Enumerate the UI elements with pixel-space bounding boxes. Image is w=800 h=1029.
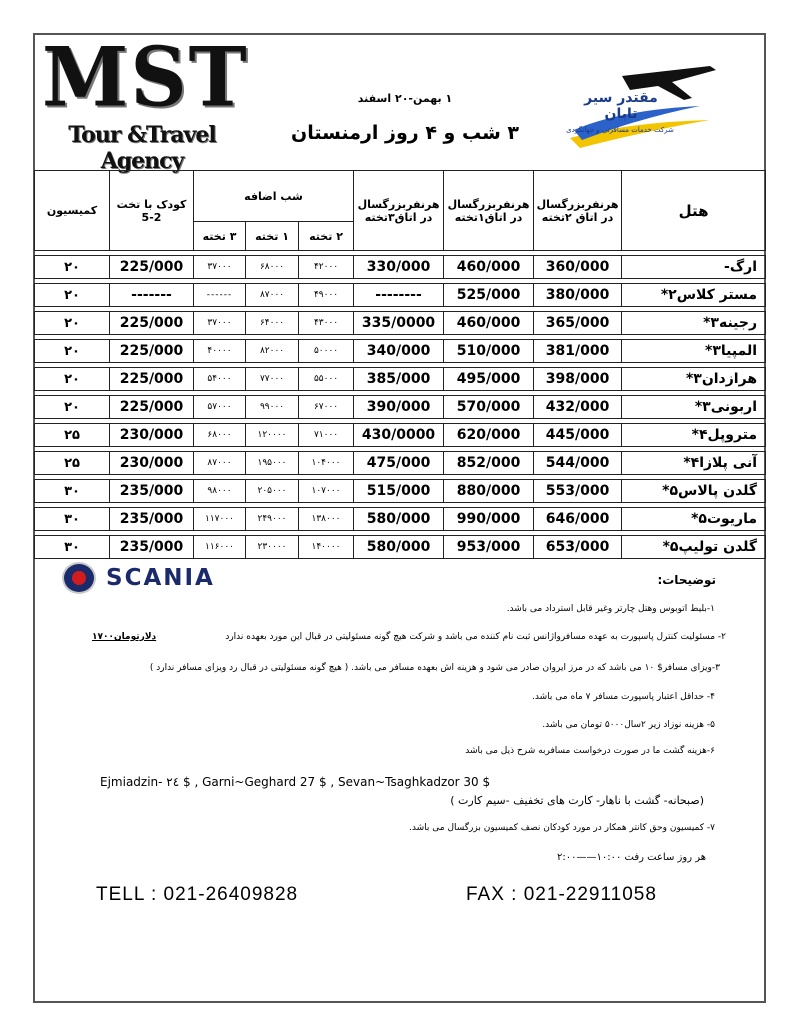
extra-twin: ۷۱۰۰۰ — [299, 424, 354, 447]
price-single: 510/000 — [444, 340, 534, 363]
commission: ۲۰ — [35, 312, 110, 335]
commission: ۳۰ — [35, 480, 110, 503]
price-triple: 580/000 — [354, 536, 444, 559]
price-single: 620/000 — [444, 424, 534, 447]
price-twin: 398/000 — [534, 368, 622, 391]
price-single: 495/000 — [444, 368, 534, 391]
price-single: 852/000 — [444, 452, 534, 475]
hotel-name: گلدن پالاس۵* — [622, 480, 766, 503]
price-triple: 335/0000 — [354, 312, 444, 335]
extra-triple: ۱۱۷۰۰۰ — [194, 508, 246, 531]
note-6-extras: (صبحانه- گشت با ناهار- کارت های تخفیف -سیم کارت ) — [450, 794, 704, 807]
price-twin: 365/000 — [534, 312, 622, 335]
extra-twin: ۴۳۰۰۰ — [299, 312, 354, 335]
price-twin: 360/000 — [534, 256, 622, 279]
price-twin: 553/000 — [534, 480, 622, 503]
price-single: 525/000 — [444, 284, 534, 307]
extra-single: ۸۲۰۰۰ — [246, 340, 299, 363]
price-child: 230/000 — [110, 452, 194, 475]
mst-logo — [42, 29, 249, 174]
price-twin: 445/000 — [534, 424, 622, 447]
extra-twin: ۴۲۰۰۰ — [299, 256, 354, 279]
hotel-name: گلدن تولیپ۵* — [622, 536, 766, 559]
hotel-name: هرازدان۳* — [622, 368, 766, 391]
price-triple: 385/000 — [354, 368, 444, 391]
header-single: هرنفربزرگسال در اتاق۱تخته — [444, 171, 534, 251]
extra-single: ۱۲۰۰۰۰ — [246, 424, 299, 447]
header-extra-triple: ۳ تخته — [194, 222, 246, 251]
extra-single: ۶۸۰۰۰ — [246, 256, 299, 279]
header-hotel: هتل — [622, 171, 766, 251]
hotel-name: رجینه۳* — [622, 312, 766, 335]
price-single: 460/000 — [444, 256, 534, 279]
price-twin: 381/000 — [534, 340, 622, 363]
price-triple: 330/000 — [354, 256, 444, 279]
price-triple: 475/000 — [354, 452, 444, 475]
partner-tagline: شرکت خدمات مسافرتی و جهانگردی — [566, 126, 674, 134]
header-extra-single: ۱ تخته — [246, 222, 299, 251]
commission: ۲۰ — [35, 396, 110, 419]
commission: ۲۰ — [35, 284, 110, 307]
commission: ۲۵ — [35, 452, 110, 475]
fax-number: FAX : 021-22911058 — [466, 884, 657, 905]
price-twin: 432/000 — [534, 396, 622, 419]
header-commission: کمیسیون — [35, 171, 110, 251]
price-child: ------- — [110, 284, 194, 307]
mst-logo-text: MST — [42, 29, 249, 126]
extra-triple: ۵۷۰۰۰ — [194, 396, 246, 419]
departure-times: هر روز ساعت رفت ۱۰:۰۰——۲:۰۰ — [557, 852, 706, 863]
header-child: کودک با تخت 2-5 — [110, 171, 194, 251]
hotel-name: ارگ- — [622, 256, 766, 279]
price-single: 570/000 — [444, 396, 534, 419]
price-child: 225/000 — [110, 368, 194, 391]
table-row — [35, 284, 766, 307]
commission: ۳۰ — [35, 536, 110, 559]
extra-twin: ۴۹۰۰۰ — [299, 284, 354, 307]
scania-wordmark: SCANIA — [106, 565, 215, 591]
price-triple: 515/000 — [354, 480, 444, 503]
extra-single: ۶۴۰۰۰ — [246, 312, 299, 335]
extra-twin: ۱۳۸۰۰۰ — [299, 508, 354, 531]
extra-triple: ۹۸۰۰۰ — [194, 480, 246, 503]
price-table-body — [35, 251, 766, 559]
extra-single: ۲۳۰۰۰۰ — [246, 536, 299, 559]
table-row — [35, 452, 766, 475]
extra-single: ۹۹۰۰۰ — [246, 396, 299, 419]
table-row — [35, 508, 766, 531]
hotel-name: مستر کلاس۲* — [622, 284, 766, 307]
price-twin: 646/000 — [534, 508, 622, 531]
extra-twin: ۱۰۴۰۰۰ — [299, 452, 354, 475]
scania-logo — [62, 562, 252, 596]
price-triple: 580/000 — [354, 508, 444, 531]
extra-triple: ۳۷۰۰۰ — [194, 256, 246, 279]
price-child: 235/000 — [110, 508, 194, 531]
hotel-name: اربونی۳* — [622, 396, 766, 419]
price-child: 225/000 — [110, 256, 194, 279]
note-4: ۴- حداقل اعتبار پاسپورت مسافر ۷ ماه می باشد. — [532, 692, 715, 702]
commission: ۲۰ — [35, 256, 110, 279]
price-twin: 544/000 — [534, 452, 622, 475]
tour-dates: ۱ بهمن-۲۰ اسفند — [357, 92, 453, 105]
table-row — [35, 340, 766, 363]
extra-twin: ۵۵۰۰۰ — [299, 368, 354, 391]
header-extra-night: شب اضافه — [194, 171, 354, 222]
price-child: 230/000 — [110, 424, 194, 447]
phone-number: TELL : 021-26409828 — [96, 884, 299, 905]
price-triple: 340/000 — [354, 340, 444, 363]
commission: ۲۰ — [35, 368, 110, 391]
extra-twin: ۱۰۷۰۰۰ — [299, 480, 354, 503]
page-title: ۳ شب و ۴ روز ارمنستان — [291, 122, 519, 144]
excursion-prices: Ejmiadzin- ۲٤ $ , Garni~Geghard 27 $ , Sevan~Tsaghkadzor 30 $ — [100, 775, 491, 789]
partner-logo — [560, 60, 720, 150]
note-1: ۱-بلیط اتوبوس وهتل چارتر وغیر قابل استرداد می باشد. — [506, 604, 715, 614]
price-single: 880/000 — [444, 480, 534, 503]
extra-twin: ۶۷۰۰۰ — [299, 396, 354, 419]
extra-single: ۸۷۰۰۰ — [246, 284, 299, 307]
partner-name: مقتدر سیر تابان — [584, 90, 658, 122]
hotel-name: آنی پلازا۴* — [622, 452, 766, 475]
commission: ۲۵ — [35, 424, 110, 447]
hotel-name: المپیا۳* — [622, 340, 766, 363]
note-7: ۷- کمیسیون وحق کانتر همکار در مورد کودکان نصف کمیسیون بزرگسال می باشد. — [409, 823, 715, 833]
price-twin: 380/000 — [534, 284, 622, 307]
table-row — [35, 396, 766, 419]
extra-single: ۱۹۵۰۰۰ — [246, 452, 299, 475]
table-row — [35, 312, 766, 335]
extra-triple: ۵۴۰۰۰ — [194, 368, 246, 391]
table-row — [35, 480, 766, 503]
price-single: 460/000 — [444, 312, 534, 335]
price-table — [34, 170, 766, 559]
note-5: ۵- هزینه نوزاد زیر ۲سال۵۰۰۰ تومان می باشد. — [542, 720, 715, 730]
price-triple: -------- — [354, 284, 444, 307]
extra-triple: ۴۰۰۰۰ — [194, 340, 246, 363]
header-triple: هرنفربزرگسال در اتاق۳تخته — [354, 171, 444, 251]
scania-griffin-icon — [62, 562, 96, 594]
notes-title: توضیحات: — [657, 573, 716, 587]
note-6: ۶-هزینه گشت ما در صورت درخواست مسافربه شرح ذیل می باشد — [465, 746, 715, 756]
price-child: 225/000 — [110, 340, 194, 363]
extra-triple: ------ — [194, 284, 246, 307]
extra-twin: ۵۰۰۰۰ — [299, 340, 354, 363]
extra-twin: ۱۴۰۰۰۰ — [299, 536, 354, 559]
commission: ۲۰ — [35, 340, 110, 363]
extra-single: ۲۰۵۰۰۰ — [246, 480, 299, 503]
price-child: 235/000 — [110, 480, 194, 503]
price-single: 990/000 — [444, 508, 534, 531]
table-row — [35, 256, 766, 279]
extra-triple: ۳۷۰۰۰ — [194, 312, 246, 335]
table-row — [35, 424, 766, 447]
extra-single: ۲۴۹۰۰۰ — [246, 508, 299, 531]
price-twin: 653/000 — [534, 536, 622, 559]
hotel-name: متروپل۴* — [622, 424, 766, 447]
price-child: 225/000 — [110, 396, 194, 419]
price-triple: 390/000 — [354, 396, 444, 419]
agency-logo-text: Tour &Travel Agency — [68, 122, 216, 174]
price-single: 953/000 — [444, 536, 534, 559]
extra-triple: ۱۱۶۰۰۰ — [194, 536, 246, 559]
header-extra-twin: ۲ تخته — [299, 222, 354, 251]
table-row — [35, 536, 766, 559]
dollar-rate: دلارتومان۱۷۰۰ — [92, 632, 157, 642]
extra-single: ۷۷۰۰۰ — [246, 368, 299, 391]
extra-triple: ۶۸۰۰۰ — [194, 424, 246, 447]
table-row — [35, 368, 766, 391]
commission: ۳۰ — [35, 508, 110, 531]
extra-triple: ۸۷۰۰۰ — [194, 452, 246, 475]
note-2: ۲- مسئولیت کنترل پاسپورت به عهده مسافرواژانس ثبت نام کننده می باشد و شرکت هیچ گونه مسئولیتی در قبال این مورد بعهده ندارد — [225, 632, 726, 642]
hotel-name: ماریوت۵* — [622, 508, 766, 531]
price-child: 235/000 — [110, 536, 194, 559]
header-twin: هرنفربزرگسال در اتاق ۲تخته — [534, 171, 622, 251]
price-triple: 430/0000 — [354, 424, 444, 447]
price-child: 225/000 — [110, 312, 194, 335]
note-3: ۳-ویزای مسافر$ ۱۰ می باشد که در مرز ایروان صادر می شود و هزینه اش بعهده مسافر می باشد. ( هیچ گونه مسئولیتی در قبال رد ویزای مسافر ندارد ) — [149, 663, 720, 673]
